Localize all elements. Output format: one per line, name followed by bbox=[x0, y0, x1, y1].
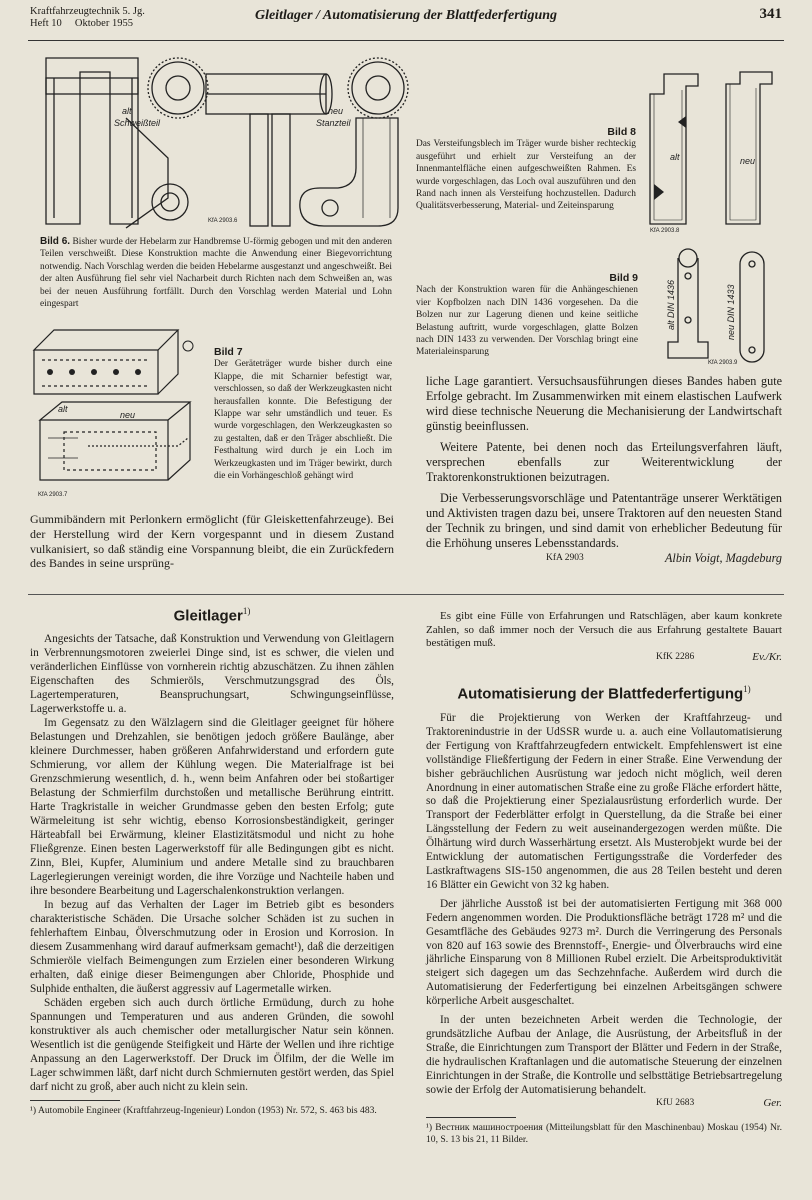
fig6-caption-title: Bild 6. bbox=[40, 236, 71, 247]
gleitlager-title-sup: 1) bbox=[242, 606, 251, 616]
fig9-caption-text: Nach der Konstruktion waren für die Anhängeschienen vier Kopfbolzen nach DIN 1436 vorgesehen. Da die Bolzen nur zur Lagerung dienen und keine seitliche Belastung auftritt, wurde vorgeschlagen, glatte Bolzen nach DIN 1433 zu verwenden. Der Vorschlag bringt eine Materialeinsparung bbox=[416, 285, 638, 358]
fig9-stamp: KfA 2903.9 bbox=[708, 360, 738, 366]
figure-9-caption bbox=[416, 272, 638, 359]
top-right-sig-code: KfA 2903 bbox=[546, 553, 584, 563]
running-title: Gleitlager / Automatisierung der Blattfederfertigung bbox=[254, 8, 558, 23]
blattfeder-title: Automatisierung der Blattfederfertigung bbox=[457, 685, 744, 703]
section-divider bbox=[28, 594, 784, 595]
figure-9-drawing bbox=[648, 246, 798, 368]
fig8-caption-title: Bild 8 bbox=[607, 126, 636, 138]
blattfeder-p1: Für die Projektierung von Werken der Kraftfahrzeug- und Traktorenindustrie in der UdSSR wurde u. a. auch eine Vollautomatisierung der Fertigung von Kraftfahrzeugfedern entwickelt. Empfehlenswert ist eine vollständige Fließfertigung der Federn in einer Straße. Eine Verwendung der bisher gebräuchlichen Ausrüstung war jedoch nicht möglich, weil deren Anordnung in einer automatischen Straße eine zu große Fläche erfordert hätte, so daß die Projektierung einer Spezialausrüstung erforderlich wurde. Der Transport der Federblätter erfolgt in Querstellung, da die Straße bei einer Längsstellung der Federn zu weit auseinandergezogen werden müßte. Die Ölhärtung wird durch Wasserhärtung ersetzt. Als Musterobjekt wurde bei der Entwicklung der automatischen Fertigungsstraße die Vorderfeder des Lastkraftwagens SIS-150 angenommen, die aus 28 Teilen besteht und deren 16 Blätter ein Gewicht von 32 kg haben. bbox=[426, 712, 782, 891]
top-right-p3: Die Verbesserungsvorschläge und Patentanträge unserer Werktätigen und Aktivisten tragen dazu bei, unsere Traktoren auf den neuesten Stand der Technik zu bringen, und sind damit von erheblicher Bedeutung für die Erhöhung unseres Lebensstandards. bbox=[426, 491, 782, 550]
top-right-sig-author: Albin Voigt, Magdeburg bbox=[664, 551, 782, 565]
fig9-label-neu: neu DIN 1433 bbox=[726, 284, 736, 340]
fig7-caption-text: Der Geräteträger wurde bisher durch eine Klappe, die mit Scharnier befestigt war, verschlossen, so daß der Werkzeugkasten nicht herausfallen konnte. Die Befestigung der Klappe war sehr umständlich und teuer. Es wurde vorgeschlagen, den Werkzeugkasten so zu gestalten, daß er den Träger abschließt. Die Festhaltung wird durch je ein Loch im Werkzeugkasten und im Träger bewirkt, durch die ein Vorhängeschloß gehängt wird bbox=[214, 359, 392, 482]
header-rule bbox=[28, 40, 784, 41]
blattfeder-sig-author: Ger. bbox=[763, 1097, 782, 1110]
top-right-p2: Weitere Patente, bei denen noch das Erteilungsverfahren läuft, versprechen ebenfalls zur Weiterentwicklung der Traktorenkonstruktionen beizutragen. bbox=[426, 440, 782, 484]
blattfeder-footnote: ¹) Вестник машиностроения (Mitteilungsblatt für den Maschinenbau) Moskau (1954) Nr. 10, S. 13 bis 21, 11 Bilder. bbox=[426, 1122, 782, 1146]
figure-7-caption bbox=[214, 346, 392, 482]
gleitlager-p2: Im Gegensatz zu den Wälzlagern sind die Gleitlager geeignet für höhere Belastungen und Drehzahlen, sie benötigen jedoch größere Baulänge, aber kleinere Durchmesser, haben größeren Anfahrwiderstand und erfordern gute Schmierung, vor allem der Kühlung wegen. Die Materialfrage ist bei Grenzschmierung wesentlich, d. h., wenn beim Anfahren oder bei stoßartiger Belastung der Schmierfilm durchstoßen und metallische Berührung eintritt. Harte Tragkristalle in weicher Grundmasse geben den besten Erfolg; gute Wärmeleitung ist sehr wichtig, ebenso Korrosionsbeständigkeit, geringer Härteabfall bei Erwärmung, kleiner Elastizitätsmodul und nicht zu hohe Fließgrenze. Einen besten Lagerwerkstoff für alle Bedingungen gibt es nicht. Zinn, Blei, Kupfer, Aluminium und andere Metalle sind zu brauchbaren Lagerlegierungen vereinigt worden, die ihre Vorzüge und Nachteile haben und ihre besondere Bearbeitung und Lagerschalenkonstruktion verlangen. bbox=[30, 717, 394, 897]
top-right-text bbox=[426, 374, 782, 566]
gleitlager-body bbox=[30, 632, 394, 1117]
figure-6-drawing bbox=[28, 48, 418, 234]
gleitlager-p1: Angesichts der Tatsache, daß Konstruktion und Verwendung von Gleitlagern in Verbrennungsmotoren zweierlei Dinge sind, ist es schwer, die vielen und veränderlichen Einflüsse von vornherein richtig abzuschätzen. Zu ihnen zählen Eigenschaften des Schmieröls, Verschmutzungsgrad des Öls, Lagertemperaturen, Beanspruchungsart, Schwingungseinflüsse, Lagerwerkstoffe u. a. bbox=[30, 633, 394, 715]
fig8-stamp: KfA 2903.8 bbox=[650, 228, 680, 234]
blattfeder-signature bbox=[426, 1097, 782, 1111]
gleitlager-footnote: ¹) Automobile Engineer (Kraftfahrzeug-Ingenieur) London (1953) Nr. 572, S. 463 bis 483. bbox=[30, 1105, 377, 1116]
fig6-label-neu: neu bbox=[328, 106, 344, 116]
journal-line-2: Heft 10 Oktober 1955 bbox=[30, 18, 133, 29]
fig7-label-neu: neu bbox=[120, 410, 136, 420]
gleitlager-p4: Schäden ergeben sich auch durch örtliche Ermüdung, durch zu hohe Spannungen und Temperaturen und aus anderen Gründen, die sowohl konstruktiver als auch chemischer oder metallurgischer Natur sein können. Wesentlich ist die genügende Steifigkeit und Härte der Wellen und ihre richtige Anpassung an den Lagerwerkstoff. Der Druck im Ölfilm, der die Welle im Lager schwimmen läßt, darf nicht durch Schmiernuten gestört werden, das Spiel darf nicht zu groß, aber auch nicht zu klein sein. bbox=[30, 997, 394, 1093]
fig7-label-alt: alt bbox=[58, 404, 68, 414]
blattfeder-footnote-rule bbox=[426, 1117, 516, 1118]
gleitlager-heading bbox=[30, 606, 394, 625]
fig8-label-neu: neu bbox=[740, 156, 756, 166]
fig7-caption-title: Bild 7 bbox=[214, 346, 243, 358]
journal-line-1: Kraftfahrzeugtechnik 5. Jg. bbox=[30, 6, 145, 17]
fig6-caption-text: Bisher wurde der Hebelarm zur Handbremse U-förmig gebogen und mit den anderen Teilen verschweißt. Diese Konstruktion machte die Anwendung einer Biegevorrichtung notwendig. Nach Vorschlag werden die beiden Hebelarme ausgestanzt und angeschweißt. Bei der alten Ausführung fiel sehr viel Nacharbeit durch Richten nach dem Schweißen an, was bei der neuen Ausführung fortfällt. Durch den Vorschlag werden Material und Lohn eingespart bbox=[40, 237, 392, 310]
fig6-label-alt2: Schweißteil bbox=[114, 118, 161, 128]
fig8-caption-text: Das Versteifungsblech im Träger wurde bisher rechteckig ausgeführt und erhielt zur Versteifung an der Innenmantelfläche einen aufgeschweißten Rahmen. Es wurde vorgeschlagen, das Loch oval auszuführen und den Rand nach innen als Versteifung hochzustellen. Dadurch Qualitätsverbesserung, Material- und Zeiteinsparung bbox=[416, 139, 636, 212]
figure-8-caption bbox=[416, 126, 636, 213]
gleitlager-footnote-rule bbox=[30, 1100, 120, 1101]
gleitlager-title: Gleitlager bbox=[173, 607, 243, 625]
page-number: 341 bbox=[759, 6, 782, 22]
figure-8-drawing bbox=[640, 64, 800, 234]
fig9-caption-title: Bild 9 bbox=[609, 272, 638, 284]
gleitlager-p3: In bezug auf das Verhalten der Lager im Betrieb gibt es besonders charakteristische Schäden. Die Ursache solcher Schäden ist zu suchen in fehlerhaftem Einbau, Ölverschmutzung oder in Erosion und Korrosion. In diesem Zusammenhang wird darauf aufmerksam gemacht¹), daß die derzeitigen Schmieröle vielfach Beimengungen zum Erzielen einer besonderen Wirkung erhalten, daß einige dieser Beimengungen aber Chloride, Phosphide und Sulphide enthalten, die äußerst aggressiv auf Lagermetalle wirken. bbox=[30, 899, 394, 995]
top-right-signature bbox=[426, 551, 782, 566]
gleitlager-sig-code: KfK 2286 bbox=[656, 651, 695, 662]
blattfeder-heading bbox=[426, 684, 782, 703]
blattfeder-title-sup: 1) bbox=[743, 684, 751, 694]
gleitlager-continuation bbox=[426, 610, 782, 664]
blattfeder-p2: Der jährliche Ausstoß ist bei der automatisierten Fertigung mit 368 000 Federn angenommen worden. Die Produktionsfläche beträgt 1728 m² und die Gesamtfläche des Gebäudes 9273 m². Durch die Verringerung des Personals von 820 auf 163 sowie des Brennstoff-, Energie- und Ölverbrauchs wird eine jährliche Einsparung von 8 Millionen Rubel erzielt. Die Arbeitsproduktivität steigert sich dagegen um das Sechzehnfache. Außerdem wird durch die Automatisierung der Federfertigung bei einzelnen Arbeitsgängen schwere körperliche Arbeit ausgeschaltet. bbox=[426, 897, 782, 1008]
fig8-label-alt: alt bbox=[670, 152, 680, 162]
fig7-stamp: KfA 2903.7 bbox=[38, 492, 68, 498]
fig6-label-neu2: Stanzteil bbox=[316, 118, 351, 128]
gleitlager-signature bbox=[426, 651, 782, 665]
top-left-text bbox=[30, 512, 394, 571]
blattfeder-body bbox=[426, 712, 782, 1146]
fig6-label-alt: alt bbox=[122, 106, 132, 116]
gleitlager-cont-text: Es gibt eine Fülle von Erfahrungen und Ratschlägen, aber kaum konkrete Zahlen, so daß immer noch der Versuch die aus Erfahrung gestaltete Bauart bestätigen muß. bbox=[426, 610, 782, 650]
figure-6-caption bbox=[40, 236, 392, 310]
top-left-paragraph: Gummibändern mit Perlonkern ermöglicht (für Gleiskettenfahrzeuge). Bei der Herstellung wird der Kern vorgespannt und in diesem Zustand vulkanisiert, so daß ständig eine Vorspannung bleibt, die ein Zurückfedern des Bandes in seine ursprüng- bbox=[30, 512, 394, 571]
fig9-label-alt: alt DIN 1436 bbox=[666, 279, 676, 330]
figure-7-drawing bbox=[28, 320, 212, 502]
fig6-stamp: KfA 2903.6 bbox=[208, 218, 238, 224]
top-right-p1: liche Lage garantiert. Versuchsausführungen dieses Bandes haben gute Erfolge gebracht. Im Zusammenwirken mit einem elastischen Laufwerk wird diese technische Neuerung die Mechanisierung der Landwirtschaft günstig beeinflussen. bbox=[426, 374, 782, 433]
gleitlager-sig-author: Ev./Kr. bbox=[752, 650, 782, 663]
blattfeder-p3: In der unten bezeichneten Arbeit werden die Technologie, der grundsätzliche Aufbau der Anlage, die Ausrüstung, der Arbeitsfluß in der Straße, die Einrichtungen zum Transport der Blätter und Federn in der Straße, die hydraulischen Kraftanlagen und die automatische Steuerung der einzelnen Einrichtungen in der Straße, die Kontrolle und selbsttätige Betriebsartregelung sowie der Erfolg der Automatisierung behandelt. bbox=[426, 1014, 782, 1096]
blattfeder-sig-code: KfU 2683 bbox=[656, 1098, 695, 1109]
